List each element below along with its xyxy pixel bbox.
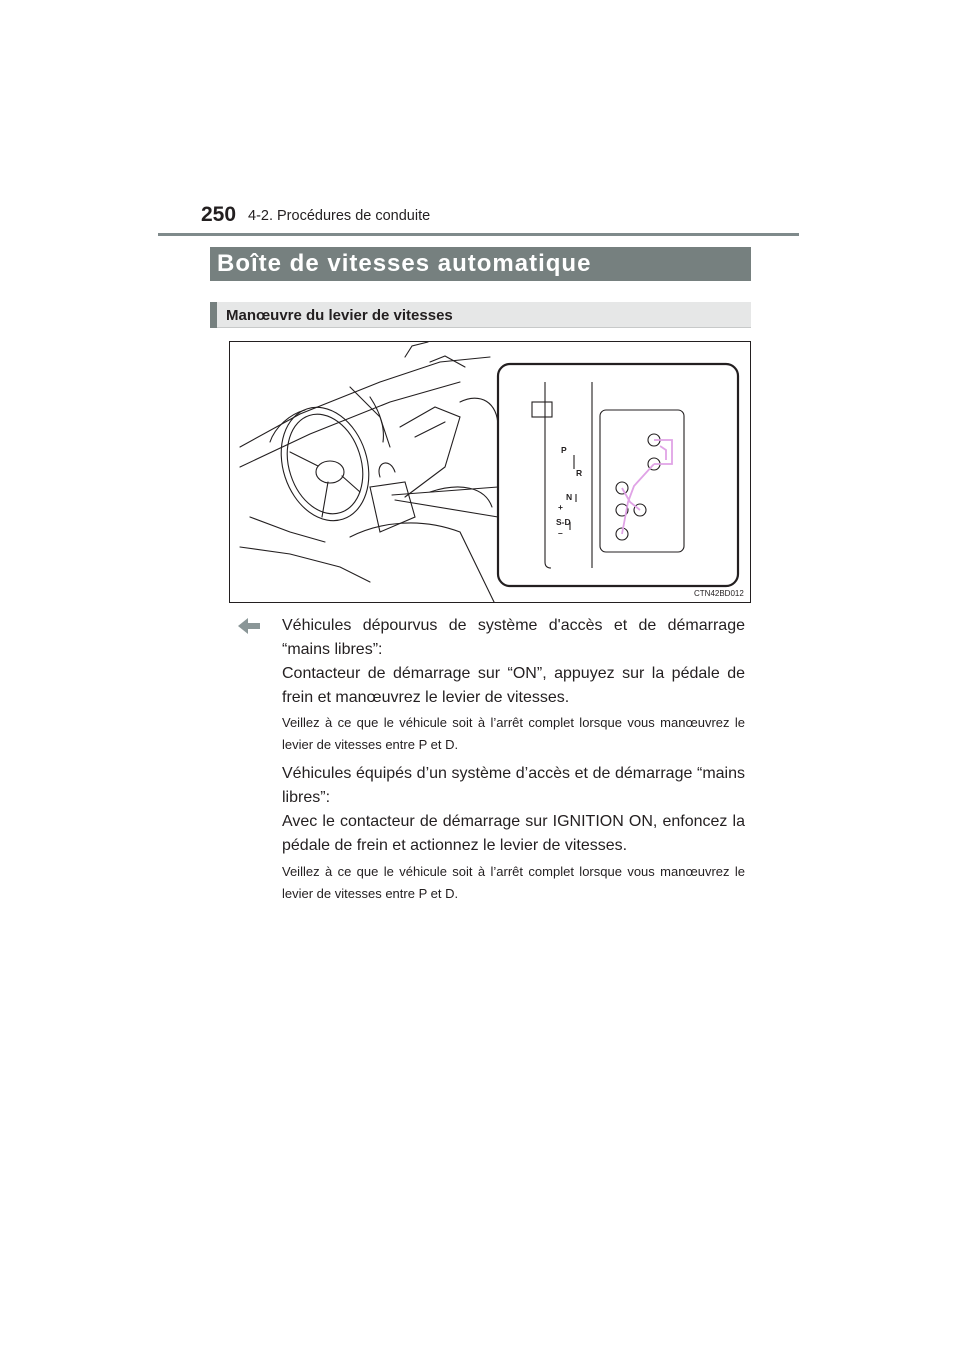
arrow-marker-icon [238, 617, 260, 635]
paragraph-smart-key: Véhicules équipés d’un système d’accès et de démarrage “mains libres”: [282, 765, 745, 806]
svg-text:–: – [558, 528, 563, 538]
svg-text:R: R [576, 468, 583, 478]
paragraph-no-smart-key: Véhicules dépourvus de système d'accès et de démarrage “mains libres”: [282, 617, 745, 658]
svg-text:+: + [558, 502, 563, 512]
paragraph-no-smart-key-instructions: Contacteur de démarrage sur “ON”, appuyez sur la pédale de frein et manœuvrez le levier de vitesses. [282, 665, 745, 706]
running-head: 4-2. Procédures de conduite [248, 208, 431, 224]
svg-text:N: N [566, 492, 573, 502]
figure-code: CTN42BD012 [694, 589, 744, 598]
page-number: 250 [201, 203, 237, 226]
paragraph-smart-key-instructions: Avec le contacteur de démarrage sur IGNITION ON, enfoncez la pédale de frein et actionnez le levier de vitesses. [282, 813, 745, 854]
note-stop-vehicle-2: Veillez à ce que le véhicule soit à l’arrêt complet lorsque vous manœuvrez le levier de vitesses entre P et D. [282, 864, 745, 901]
header-rule [158, 233, 799, 236]
section-title: Boîte de vitesses automatique [210, 247, 751, 281]
svg-text:S-D: S-D [556, 517, 571, 527]
shift-lever-figure [229, 341, 751, 603]
svg-text:P: P [561, 445, 567, 455]
note-stop-vehicle-1: Veillez à ce que le véhicule soit à l’arrêt complet lorsque vous manœuvrez le levier de vitesses entre P et D. [282, 715, 745, 752]
car-interior-illustration [230, 342, 751, 603]
subsection-title: Manœuvre du levier de vitesses [210, 302, 751, 328]
